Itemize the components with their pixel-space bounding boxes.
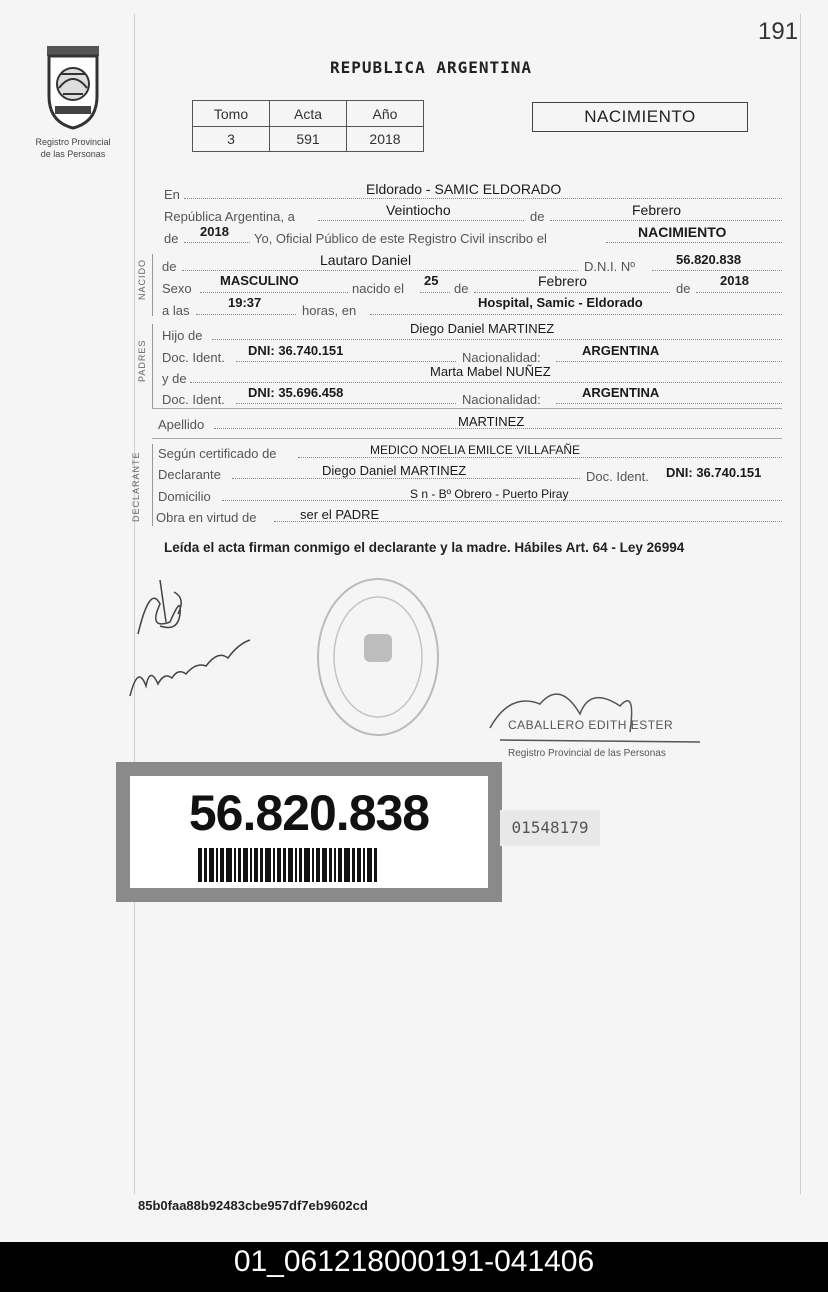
- father-doc-dots: [236, 361, 456, 362]
- country-date-label: República Argentina, a: [164, 209, 295, 224]
- obra-value: ser el PADRE: [300, 507, 380, 522]
- register-table: [192, 100, 424, 152]
- mother-name: Marta Mabel NUÑEZ: [430, 364, 551, 379]
- day-dots: [318, 220, 524, 221]
- mother-doc-dots: [236, 403, 456, 404]
- birth-day: 25: [424, 273, 439, 288]
- birth-place: Hospital, Samic - Eldorado: [478, 295, 643, 310]
- nacido-de-label: de: [162, 259, 177, 274]
- nacido-section-label: NACIDO: [137, 258, 147, 300]
- domicilio-value: S n - Bº Obrero - Puerto Piray: [410, 487, 569, 501]
- birth-de3-label: de: [676, 281, 691, 296]
- mother-dots: [190, 382, 782, 383]
- footer-id: 01_061218000191-041406: [233, 1245, 595, 1278]
- father-nac-label: Nacionalidad:: [462, 350, 541, 365]
- de2-label: de: [164, 231, 179, 246]
- register-value-row: [193, 127, 424, 152]
- barcode-dni-number: 56.820.838: [188, 785, 430, 841]
- padres-section-label: PADRES: [137, 339, 147, 382]
- official-stamp-icon: [312, 574, 444, 740]
- birth-place-dots: [370, 314, 782, 315]
- register-header-row: [193, 101, 424, 127]
- record-value: NACIMIENTO: [638, 224, 727, 240]
- officer-label: Yo, Oficial Público de este Registro Civil inscribo el: [254, 231, 547, 246]
- father-nac-dots: [556, 361, 782, 362]
- closing-text: Leída el acta firman conmigo el declarante y la madre. Hábiles Art. 64 - Ley 26994: [164, 540, 685, 555]
- apellido-label: Apellido: [158, 417, 205, 432]
- father-nationality: ARGENTINA: [582, 343, 660, 358]
- child-name: Lautaro Daniel: [320, 252, 412, 268]
- right-margin-line: [800, 14, 801, 1194]
- padres-bottom-rule: [152, 408, 782, 409]
- apellido-value: MARTINEZ: [458, 414, 525, 429]
- logo-caption-1: Registro Provincial: [35, 137, 111, 147]
- year-dots: [184, 242, 250, 243]
- birth-year-dots: [696, 292, 782, 293]
- de-label: de: [530, 209, 545, 224]
- declarante-dots: [232, 478, 580, 479]
- father-doc-label: Doc. Ident.: [162, 350, 225, 365]
- provincial-seal-icon: [41, 44, 105, 130]
- place-dots: [184, 198, 782, 199]
- horas-label: horas, en: [302, 303, 357, 318]
- father-doc: DNI: 36.740.151: [248, 343, 344, 358]
- register-header-acta: Acta: [270, 101, 347, 127]
- birth-day-dots: [420, 292, 450, 293]
- official-name: CABALLERO EDITH ESTER: [508, 718, 674, 732]
- declarante-name: Diego Daniel MARTINEZ: [322, 463, 467, 478]
- record-dots: [606, 242, 782, 243]
- nacido-el-label: nacido el: [352, 281, 405, 296]
- mother-doc: DNI: 35.696.458: [248, 385, 344, 400]
- barcode-label: [130, 776, 488, 888]
- alas-label: a las: [162, 303, 190, 318]
- sexo-label: Sexo: [162, 281, 192, 296]
- register-value-anio: 2018: [347, 127, 424, 152]
- document-hash: 85b0faa88b92483cbe957df7eb9602cd: [138, 1198, 368, 1213]
- month-dots: [550, 220, 782, 221]
- register-header-tomo: Tomo: [193, 101, 270, 127]
- dni-barcode-card: [116, 762, 502, 902]
- domicilio-label: Domicilio: [158, 489, 211, 504]
- child-dni: 56.820.838: [676, 252, 742, 267]
- record-type-box: NACIMIENTO: [532, 102, 748, 132]
- barcode-bars: [198, 848, 428, 882]
- sexo-value: MASCULINO: [220, 273, 299, 288]
- name-dots: [182, 270, 578, 271]
- declarante-doc: DNI: 36.740.151: [666, 465, 762, 480]
- day-value: Veintiocho: [386, 202, 451, 218]
- birth-month: Febrero: [538, 273, 588, 289]
- declarante-doc-label: Doc. Ident.: [586, 469, 649, 484]
- page-number: 191: [758, 18, 799, 45]
- place-value: Eldorado - SAMIC ELDORADO: [366, 181, 562, 197]
- declarante-section-line: [152, 444, 153, 526]
- padres-section-line: [152, 324, 153, 408]
- sexo-dots: [200, 292, 348, 293]
- mother-doc-label: Doc. Ident.: [162, 392, 225, 407]
- register-value-tomo: 3: [193, 127, 270, 152]
- mother-nac-dots: [556, 403, 782, 404]
- cert-value: MEDICO NOELIA EMILCE VILLAFAÑE: [370, 443, 581, 457]
- register-header-anio: Año: [347, 101, 424, 127]
- mother-nac-label: Nacionalidad:: [462, 392, 541, 407]
- official-title: Registro Provincial de las Personas: [508, 748, 666, 759]
- serial-stamp: 01548179: [500, 810, 600, 846]
- apellido-bottom-rule: [152, 438, 782, 439]
- declarant-signature-icon: [120, 574, 270, 704]
- birth-year: 2018: [720, 273, 749, 288]
- dni-dots: [652, 270, 782, 271]
- birth-de-label: de: [454, 281, 469, 296]
- cert-dots: [298, 457, 782, 458]
- y-de-label: y de: [162, 371, 187, 386]
- birth-time: 19:37: [228, 295, 262, 310]
- time-dots: [196, 314, 296, 315]
- father-name: Diego Daniel MARTINEZ: [410, 321, 555, 336]
- registry-logo: [28, 44, 118, 159]
- mother-nationality: ARGENTINA: [582, 385, 660, 400]
- father-dots: [212, 339, 782, 340]
- year-value: 2018: [200, 224, 229, 239]
- month-value: Febrero: [632, 202, 682, 218]
- place-label: En: [164, 187, 180, 202]
- cert-label: Según certificado de: [158, 446, 277, 461]
- nacido-section-line: [152, 254, 153, 316]
- logo-caption-2: de las Personas: [40, 149, 106, 159]
- birth-month-dots: [474, 292, 670, 293]
- hijo-de-label: Hijo de: [162, 328, 203, 343]
- obra-label: Obra en virtud de: [156, 510, 257, 525]
- country-title: REPUBLICA ARGENTINA: [330, 58, 533, 77]
- dni-label: D.N.I. Nº: [584, 259, 635, 274]
- register-value-acta: 591: [270, 127, 347, 152]
- declarante-label: Declarante: [158, 467, 221, 482]
- declarante-section-label: DECLARANTE: [131, 451, 141, 522]
